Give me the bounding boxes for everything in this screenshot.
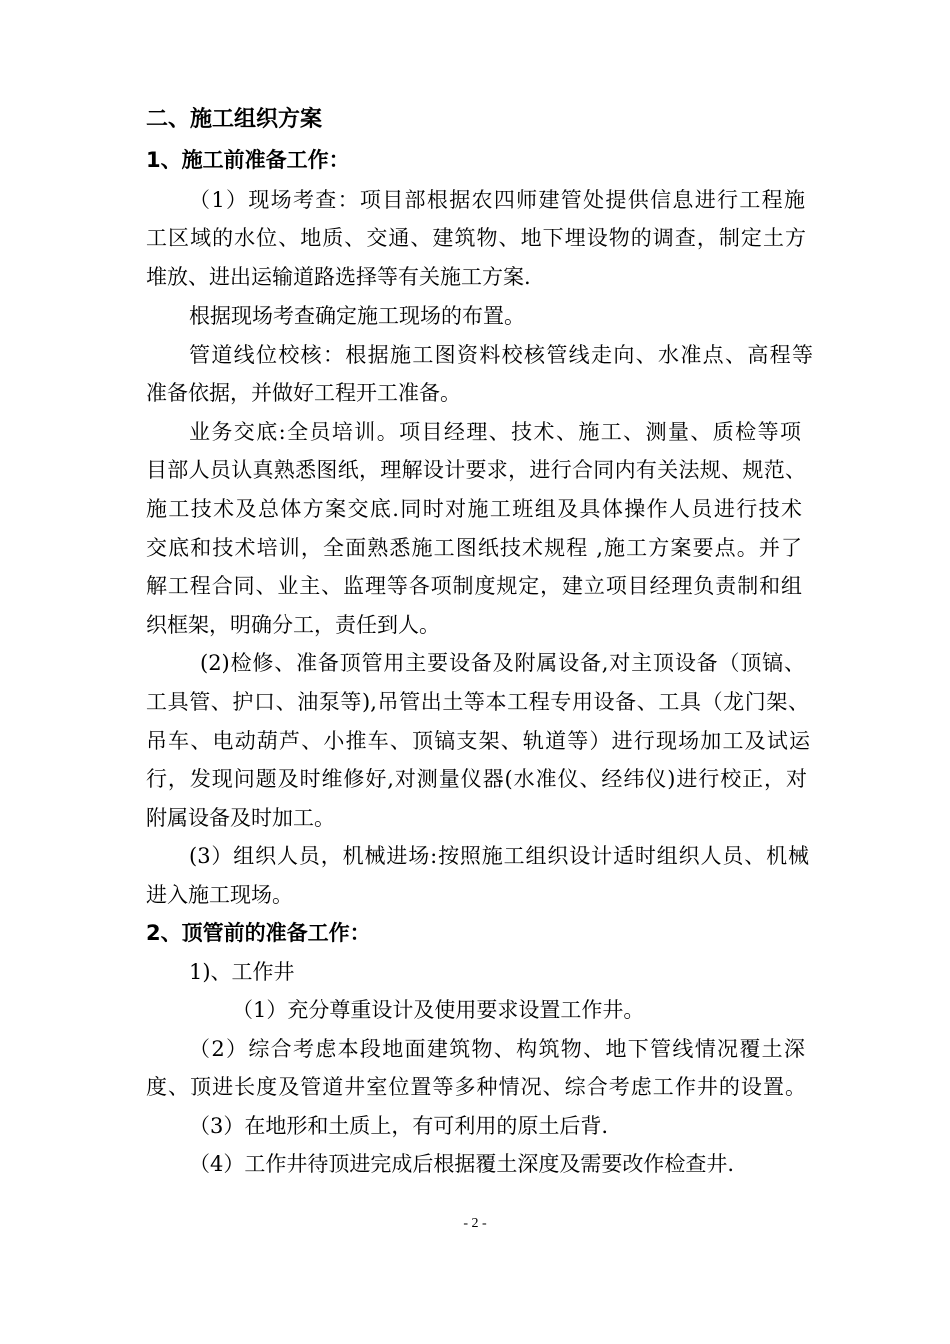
paragraph-line: 吊车、电动葫芦、小推车、顶镐支架、轨道等）进行现场加工及试运	[146, 729, 810, 753]
paragraph-line: （1）充分尊重设计及使用要求设置工作井。	[232, 998, 645, 1022]
paragraph-line: （2）综合考虑本段地面建筑物、构筑物、地下管线情况覆土深	[189, 1037, 805, 1061]
paragraph-line: (2)检修、准备顶管用主要设备及附属设备,对主顶设备（顶镐、	[200, 651, 805, 675]
paragraph-line: 业务交底:全员培训。项目经理、技术、施工、测量、质检等项	[189, 420, 801, 444]
paragraph-line: 目部人员认真熟悉图纸，理解设计要求，进行合同内有关法规、规范、	[146, 458, 806, 482]
paragraph-line: 准备依据，并做好工程开工准备。	[146, 381, 461, 405]
paragraph-line: （4）工作井待顶进完成后根据覆土深度及需要改作检查井.	[189, 1152, 735, 1176]
subsection-heading-1: 1、施工前准备工作：	[146, 148, 350, 172]
subsection-heading-2: 2、顶管前的准备工作：	[146, 921, 371, 945]
paragraph-line: 行，发现问题及时维修好,对测量仪器(水准仪、经纬仪)进行校正，对	[146, 767, 807, 791]
paragraph-line: 织框架，明确分工，责任到人。	[146, 613, 440, 637]
paragraph-line: 进入施工现场。	[146, 883, 293, 907]
paragraph-line: (3）组织人员，机械进场:按照施工组织设计适时组织人员、机械	[189, 844, 809, 868]
paragraph-line: 管道线位校核：根据施工图资料校核管线走向、水准点、高程等	[189, 343, 813, 367]
paragraph-line: 根据现场考查确定施工现场的布置。	[189, 304, 525, 328]
paragraph-line: 附属设备及时加工。	[146, 806, 335, 830]
section-title: 二、施工组织方案	[146, 107, 323, 132]
paragraph-line: 1)、工作井	[189, 960, 295, 984]
paragraph-line: 堆放、进出运输道路选择等有关施工方案.	[146, 265, 531, 289]
paragraph-line: （1）现场考查：项目部根据农四师建管处提供信息进行工程施	[189, 188, 805, 212]
paragraph-line: 工区域的水位、地质、交通、建筑物、地下埋设物的调查，制定土方	[146, 226, 806, 250]
paragraph-line: 度、顶进长度及管道井室位置等多种情况、综合考虑工作井的设置。	[146, 1075, 806, 1099]
paragraph-line: （3）在地形和土质上，有可利用的原土后背.	[189, 1114, 609, 1138]
paragraph-line: 解工程合同、业主、监理等各项制度规定，建立项目经理负责制和组	[146, 574, 802, 598]
page-number: - 2 -	[463, 1216, 487, 1231]
paragraph-line: 工具管、护口、油泵等),吊管出土等本工程专用设备、工具（龙门架、	[146, 690, 809, 714]
paragraph-line: 施工技术及总体方案交底.同时对施工班组及具体操作人员进行技术	[146, 497, 802, 521]
paragraph-line: 交底和技术培训，全面熟悉施工图纸技术规程 ,施工方案要点。并了	[146, 536, 802, 560]
